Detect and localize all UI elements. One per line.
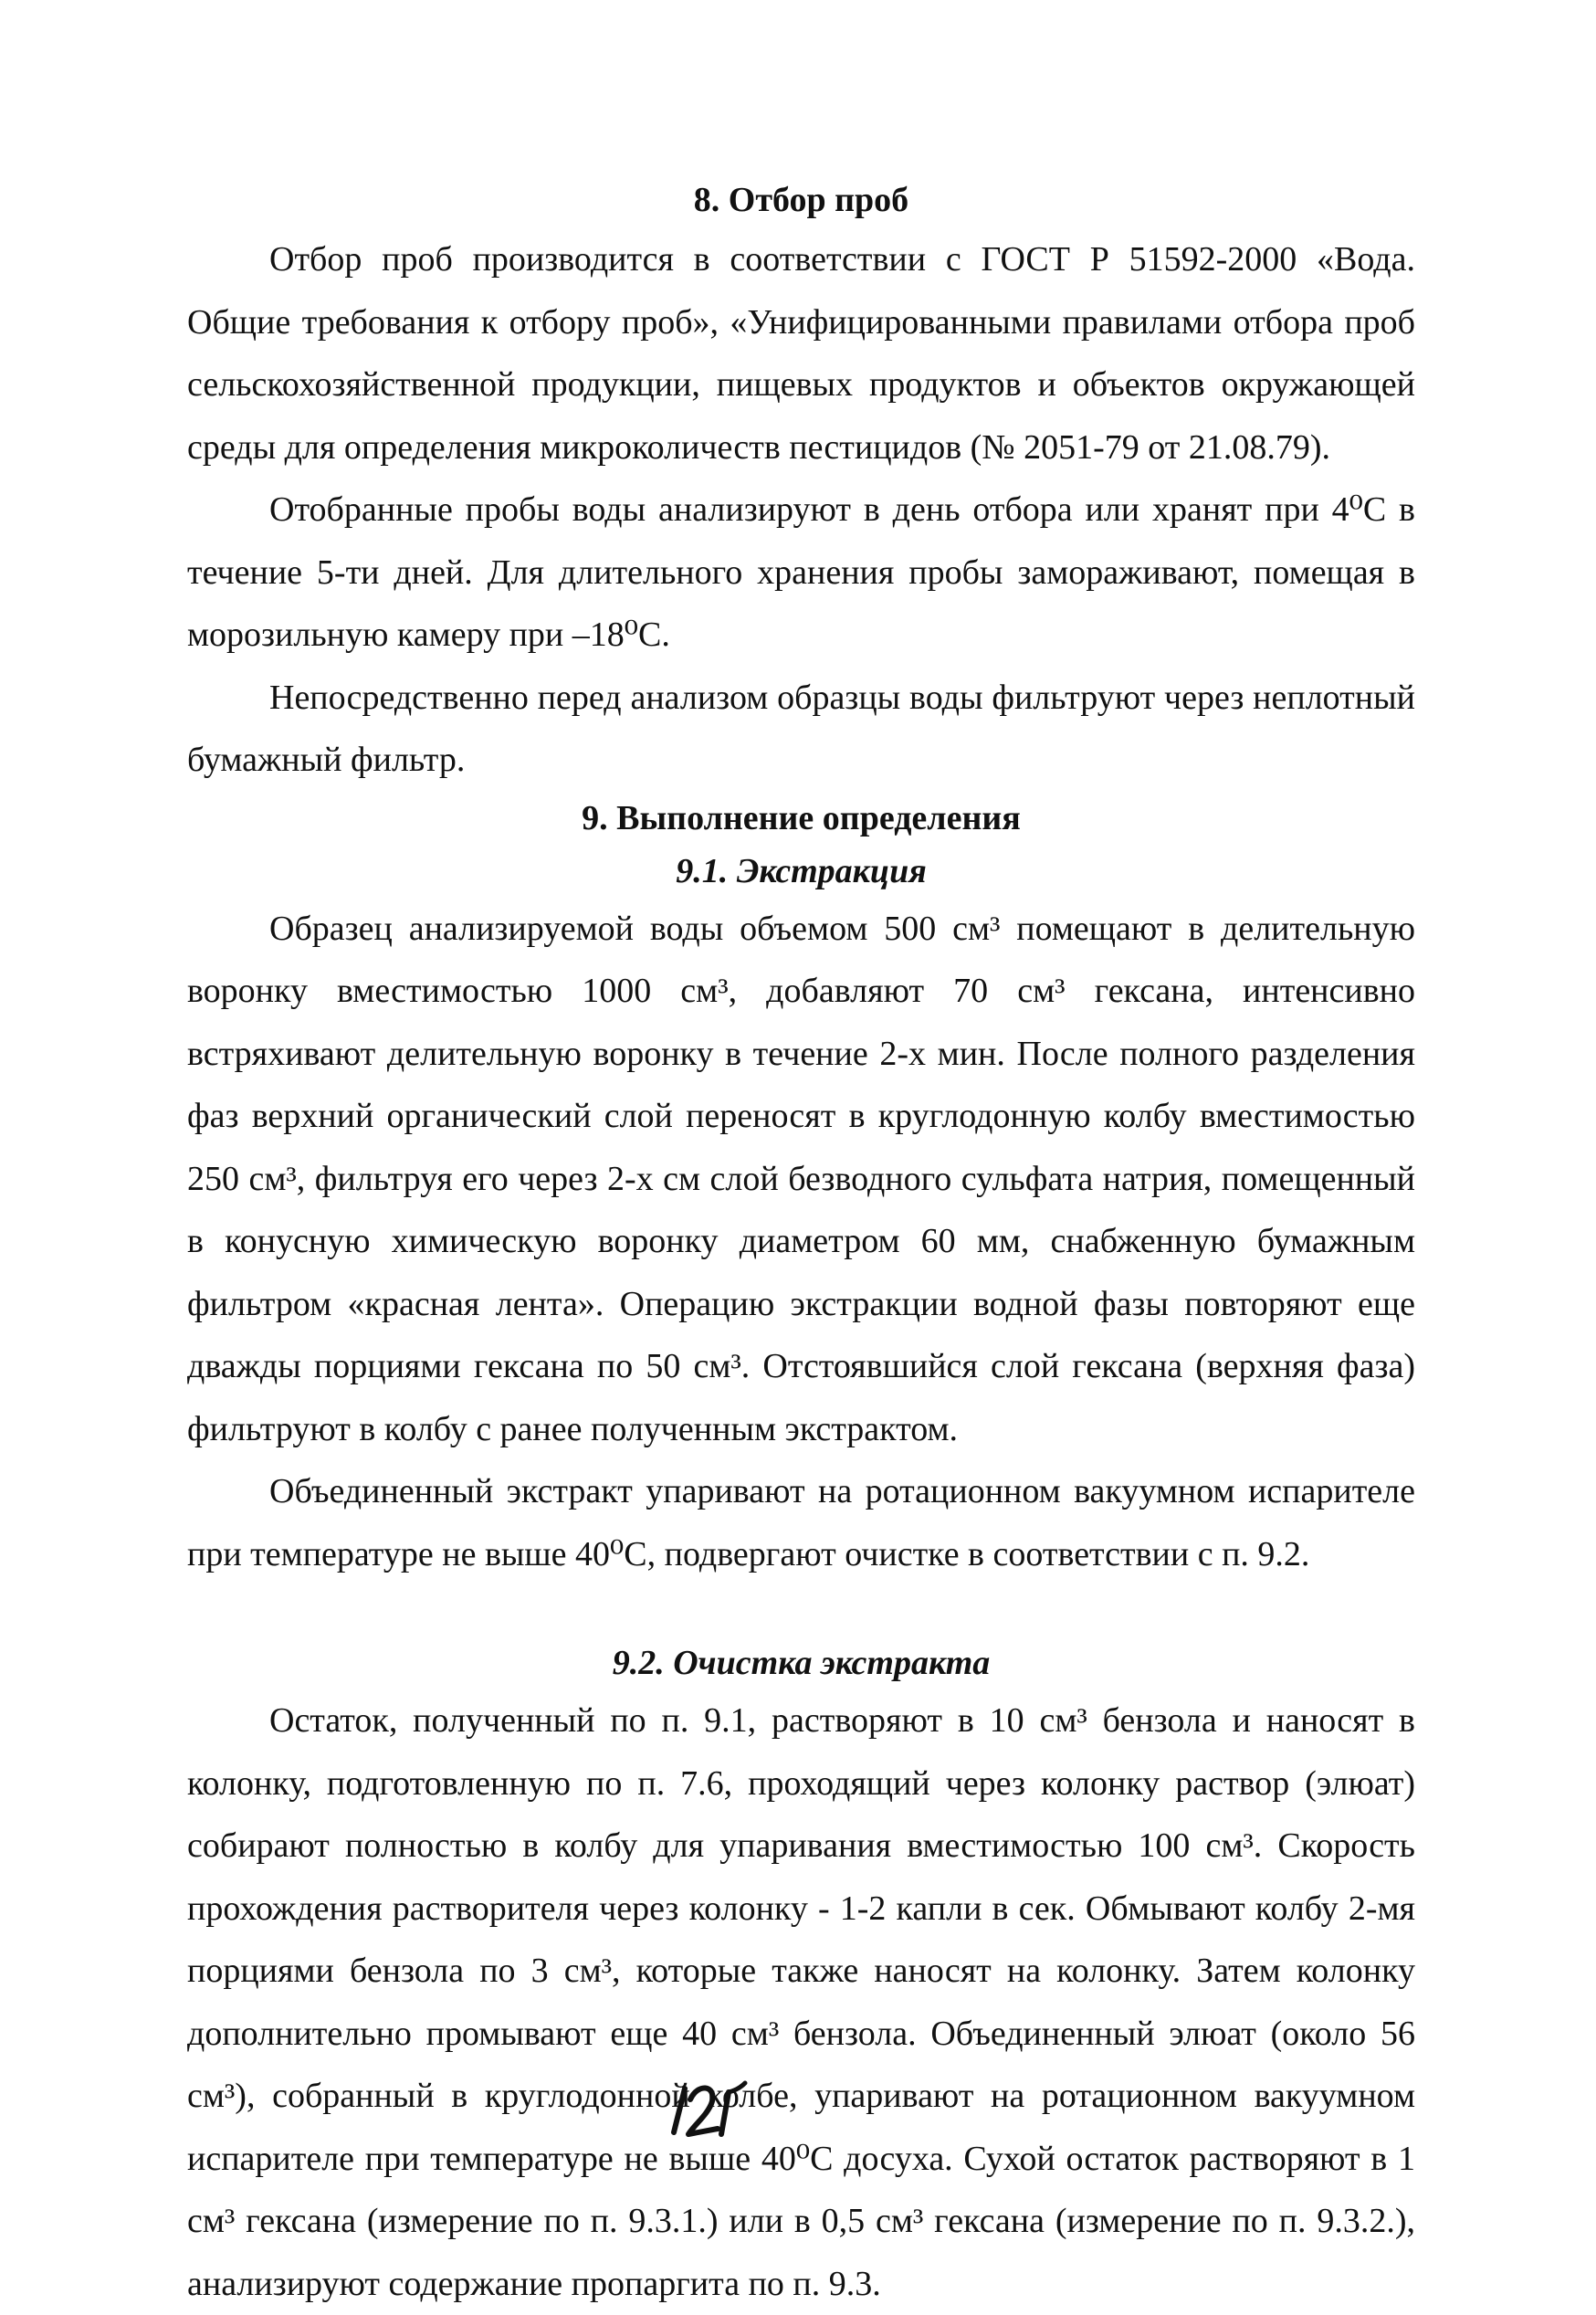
- handwritten-page-number: [657, 2068, 767, 2151]
- document-page: [187, 174, 1415, 2315]
- section-9-heading: 9. Выполнение определения: [582, 798, 1021, 837]
- section-9-1-heading: 9.1. Экстракция: [676, 851, 927, 890]
- section-8-heading: 8. Отбор проб: [693, 181, 909, 219]
- section-8-paragraph-1: Отбор проб производится в соответствии с ГОСТ Р 51592-2000 «Вода. Общие требования к отбору проб», «Унифицированными правилами отбора проб сельскохозяйственной продукции, пищевых продуктов и объектов окружающей среды для определения микроколичеств пестицидов (№ 2051-79 от 21.08.79).: [187, 240, 1415, 467]
- section-9-1-paragraph-1: Образец анализируемой воды объемом 500 см³ помещают в делительную воронку вместимостью 1000 см³, добавляют 70 см³ гексана, интенсивно встряхивают делительную воронку в течение 2-х мин. После полного разделения фаз верхний органический слой переносят в круглодонную колбу вместимостью 250 см³, фильтруя его через 2-х см слой безводного сульфата натрия, помещенный в конусную химическую воронку диаметром 60 мм, снабженную бумажным фильтром «красная лента». Операцию экстракции водной фазы повторяют еще дважды порциями гексана по 50 см³. Отстоявшийся слой гексана (верхняя фаза) фильтруют в колбу с ранее полученным экстрактом.: [187, 909, 1415, 1448]
- section-8-paragraph-2: Отобранные пробы воды анализируют в день отбора или хранят при 4⁰С в течение 5-ти дней. Для длительного хранения пробы замораживают, помещая в морозильную камеру при –18⁰С.: [187, 490, 1415, 654]
- section-9-2-heading: 9.2. Очистка экстракта: [612, 1644, 991, 1682]
- page-number-signature: [657, 2068, 767, 2151]
- section-9-2-paragraph-1: Остаток, полученный по п. 9.1, растворяют в 10 см³ бензола и наносят в колонку, подготовленную по п. 7.6, проходящий через колонку раствор (элюат) собирают полностью в колбу для упаривания вместимостью 100 см³. Скорость прохождения растворителя через колонку - 1-2 капли в сек. Обмывают колбу 2-мя порциями бензола по 3 см³, которые также наносят на колонку. Затем колонку дополнительно промывают еще 40 см³ бензола. Объединенный элюат (около 56 см³), собранный в круглодонной колбе, упаривают на ротационном вакуумном испарителе при температуре не выше 40⁰С досуха. Сухой остаток растворяют в 1 см³ гексана (измерение по п. 9.3.1.) или в 0,5 см³ гексана (измерение по п. 9.3.2.), анализируют содержание пропаргита по п. 9.3.: [187, 1701, 1415, 2303]
- section-9-1-paragraph-2: Объединенный экстракт упаривают на ротационном вакуумном испарителе при температуре не выше 40⁰С, подвергают очистке в соответствии с п. 9.2.: [187, 1472, 1415, 1573]
- section-8-paragraph-3: Непосредственно перед анализом образцы воды фильтруют через неплотный бумажный фильтр.: [187, 678, 1415, 779]
